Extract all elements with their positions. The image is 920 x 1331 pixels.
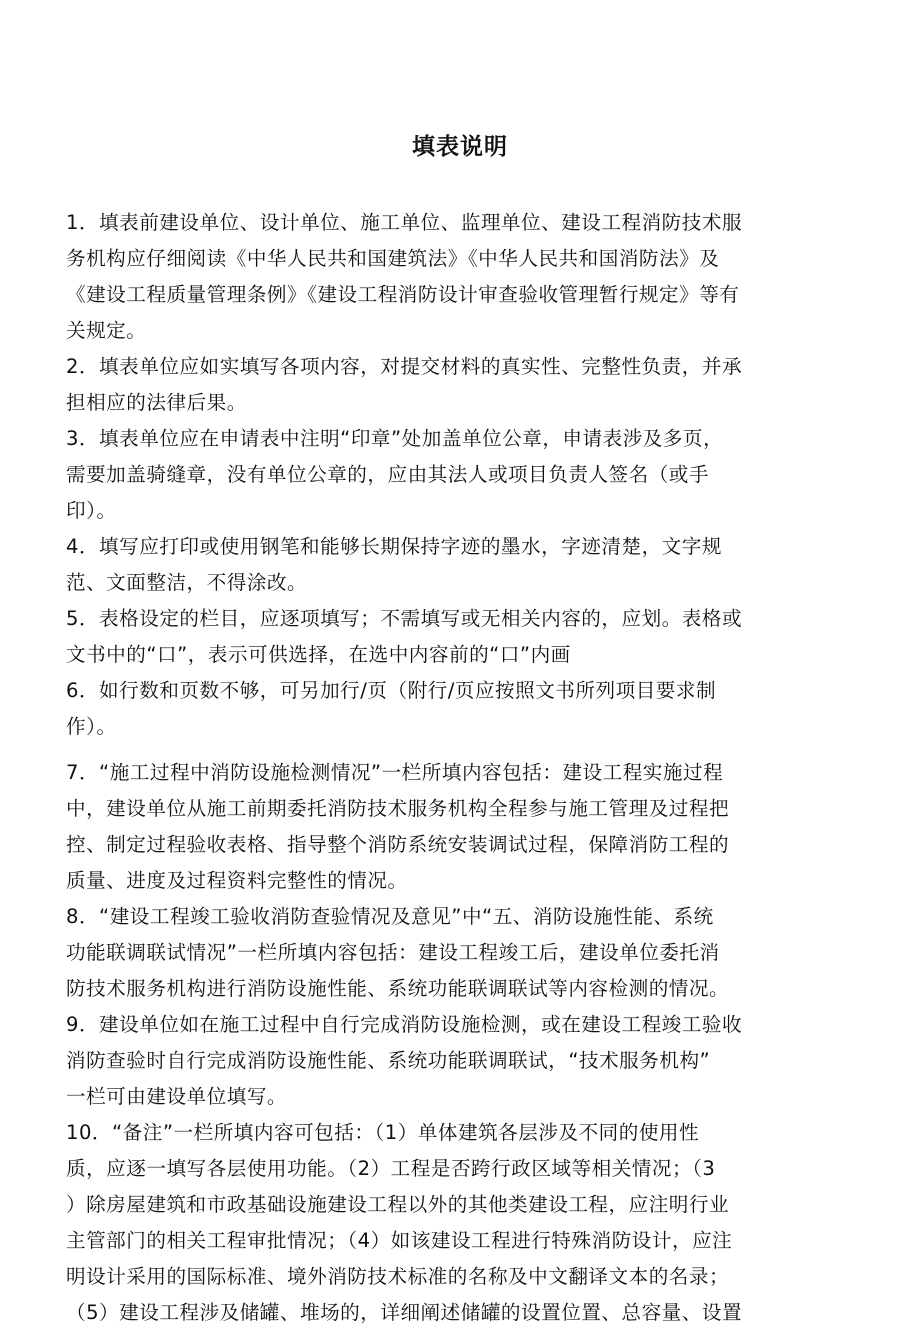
text-line: 担相应的法律后果。 — [66, 391, 247, 414]
text-line: 功能联调联试情况”一栏所填内容包括：建设工程竣工后，建设单位委托消 — [66, 941, 720, 964]
text-line: 质量、进度及过程资料完整性的情况。 — [66, 869, 408, 892]
text-line: 3．填表单位应在申请表中注明“印章”处加盖单位公章，申请表涉及多页， — [66, 427, 724, 450]
text-line: 5．表格设定的栏目，应逐项填写；不需填写或无相关内容的，应划。表格或 — [66, 607, 743, 630]
text-line: 文书中的“口”，表示可供选择，在选中内容前的“口”内画 — [66, 643, 571, 666]
text-line: 防技术服务机构进行消防设施性能、系统功能联调联试等内容检测的情况。 — [66, 977, 730, 1000]
text-line: 10．“备注”一栏所填内容可包括：（1）单体建筑各层涉及不同的使用性 — [66, 1121, 700, 1144]
text-line: 主管部门的相关工程审批情况；（4）如该建设工程进行特殊消防设计，应注 — [66, 1229, 733, 1252]
text-line: 需要加盖骑缝章，没有单位公章的，应由其法人或项目负责人签名（或手 — [66, 463, 709, 486]
text-line: 7．“施工过程中消防设施检测情况”一栏所填内容包括：建设工程实施过程 — [66, 761, 724, 784]
text-line: 作）。 — [66, 715, 117, 738]
text-line: 6．如行数和页数不够，可另加行/页（附行/页应按照文书所列项目要求制 — [66, 679, 717, 702]
text-line: 4．填写应打印或使用钢笔和能够长期保持字迹的墨水，字迹清楚，文字规 — [66, 535, 722, 558]
text-line: 质，应逐一填写各层使用功能。（2）工程是否跨行政区域等相关情况；（3 — [66, 1157, 716, 1180]
text-line: 9．建设单位如在施工过程中自行完成消防设施检测，或在建设工程竣工验收 — [66, 1013, 743, 1036]
text-line: 印）。 — [66, 499, 117, 522]
paragraph-gap — [66, 745, 856, 755]
page-title: 填表说明 — [412, 134, 508, 160]
text-line: 8．“建设工程竣工验收消防查验情况及意见”中“五、消防设施性能、系统 — [66, 905, 714, 928]
text-line: 中，建设单位从施工前期委托消防技术服务机构全程参与施工管理及过程把 — [66, 797, 730, 820]
text-line: 关规定。 — [66, 319, 147, 342]
text-line: 一栏可由建设单位填写。 — [66, 1085, 288, 1108]
text-line: （5）建设工程涉及储罐、堆场的，详细阐述储罐的设置位置、总容量、设置 — [66, 1301, 743, 1324]
text-line: 《建设工程质量管理条例》《建设工程消防设计审查验收管理暂行规定》等有 — [66, 283, 740, 306]
text-line: 务机构应仔细阅读《中华人民共和国建筑法》《中华人民共和国消防法》及 — [66, 247, 720, 270]
text-line: 范、文面整洁，不得涂改。 — [66, 571, 308, 594]
text-line: 2．填表单位应如实填写各项内容，对提交材料的真实性、完整性负责，并承 — [66, 355, 743, 378]
text-line: 消防查验时自行完成消防设施性能、系统功能联调联试，“技术服务机构” — [66, 1049, 711, 1072]
text-line: ）除房屋建筑和市政基础设施建设工程以外的其他类建设工程，应注明行业 — [66, 1193, 730, 1216]
text-line: 明设计采用的国际标准、境外消防技术标准的名称及中文翻译文本的名录； — [66, 1265, 730, 1288]
text-line: 1．填表前建设单位、设计单位、施工单位、监理单位、建设工程消防技术服 — [66, 211, 743, 234]
instructions-body — [66, 205, 856, 1331]
text-line: 控、制定过程验收表格、指导整个消防系统安装调试过程，保障消防工程的 — [66, 833, 730, 856]
